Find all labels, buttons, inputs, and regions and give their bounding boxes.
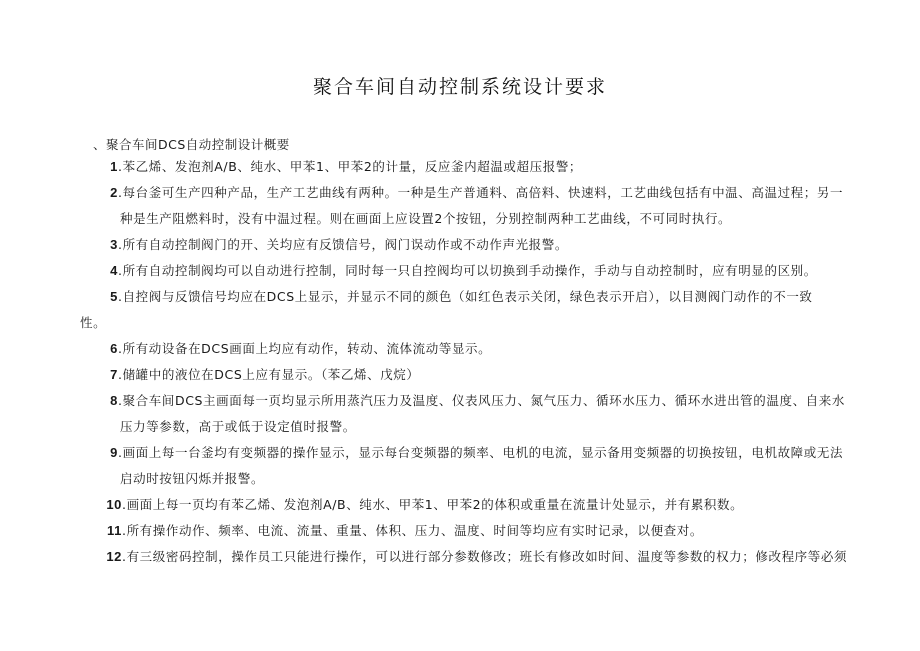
document-title: 聚合车间自动控制系统设计要求 xyxy=(312,76,607,98)
item-number: 6 xyxy=(110,341,118,356)
list-item xyxy=(80,336,850,362)
item-number: 5 xyxy=(110,289,118,304)
item-text: .自控阀与反馈信号均应在DCS上显示，并显示不同的颜色（如红色表示关闭，绿色表示开启），以目测阀门动作的不一致 xyxy=(118,289,813,304)
item-text: .画面上每一台釜均有变频器的操作显示，显示每台变频器的频率、电机的电流，显示备用变频器的切换按钮，电机故障或无法 xyxy=(118,445,844,460)
item-number: 10 xyxy=(106,497,122,512)
item-text: .储罐中的液位在DCS上应有显示。（苯乙烯、戊烷） xyxy=(118,367,420,382)
item-text: .有三级密码控制，操作员工只能进行操作，可以进行部分参数修改；班长有修改如时间、温度等参数的权力；修改程序等必须 xyxy=(122,549,848,564)
list-item xyxy=(80,544,850,570)
list-item xyxy=(80,362,850,388)
item-number: 1 xyxy=(110,159,118,174)
list-item xyxy=(80,518,850,544)
list-item xyxy=(80,258,850,284)
list-item xyxy=(80,388,850,440)
list-item xyxy=(80,232,850,258)
list-item xyxy=(80,284,850,336)
item-number: 8 xyxy=(110,393,118,408)
item-text: .苯乙烯、发泡剂A/B、纯水、甲苯1、甲苯2的计量，反应釜内超温或超压报警； xyxy=(118,159,583,174)
item-text-continuation: 种是生产阻燃料时，没有中温过程。则在画面上应设置2个按钮，分别控制两种工艺曲线，不可同时执行。 xyxy=(120,211,732,226)
item-number: 2 xyxy=(110,185,118,200)
item-number: 7 xyxy=(110,367,118,382)
item-text-continuation: 启动时按钮闪烁并报警。 xyxy=(120,471,265,486)
item-text: .所有操作动作、频率、电流、流量、重量、体积、压力、温度、时间等均应有实时记录，以便查对。 xyxy=(122,523,703,538)
item-number: 3 xyxy=(110,237,118,252)
item-text: .所有自动控制阀均可以自动进行控制，同时每一只自控阀均可以切换到手动操作，手动与自动控制时，应有明显的区别。 xyxy=(118,263,817,278)
list-item xyxy=(80,180,850,232)
list-item xyxy=(80,154,850,180)
section-heading: 、聚合车间DCS自动控制设计概要 xyxy=(93,137,290,152)
item-text-continuation: 压力等参数，高于或低于设定值时报警。 xyxy=(120,419,356,434)
item-number: 9 xyxy=(110,445,118,460)
list-item xyxy=(80,492,850,518)
item-text: .所有自动控制阀门的开、关均应有反馈信号，阀门误动作或不动作声光报警。 xyxy=(118,237,568,252)
item-text: .每台釜可生产四种产品，生产工艺曲线有两种。一种是生产普通料、高倍料、快速料，工艺曲线包括有中温、高温过程；另一 xyxy=(118,185,844,200)
item-text: .聚合车间DCS主画面每一页均显示所用蒸汽压力及温度、仪表风压力、氮气压力、循环水压力、循环水进出管的温度、自来水 xyxy=(118,393,845,408)
item-number: 4 xyxy=(110,263,118,278)
item-number: 12 xyxy=(106,549,122,564)
item-text: .画面上每一页均有苯乙烯、发泡剂A/B、纯水、甲苯1、甲苯2的体积或重量在流量计处显示，并有累积数。 xyxy=(122,497,744,512)
item-text-continuation: 性。 xyxy=(80,315,107,330)
list-item xyxy=(80,440,850,492)
item-number: 11 xyxy=(107,523,122,538)
item-text: .所有动设备在DCS画面上均应有动作，转动、流体流动等显示。 xyxy=(118,341,492,356)
